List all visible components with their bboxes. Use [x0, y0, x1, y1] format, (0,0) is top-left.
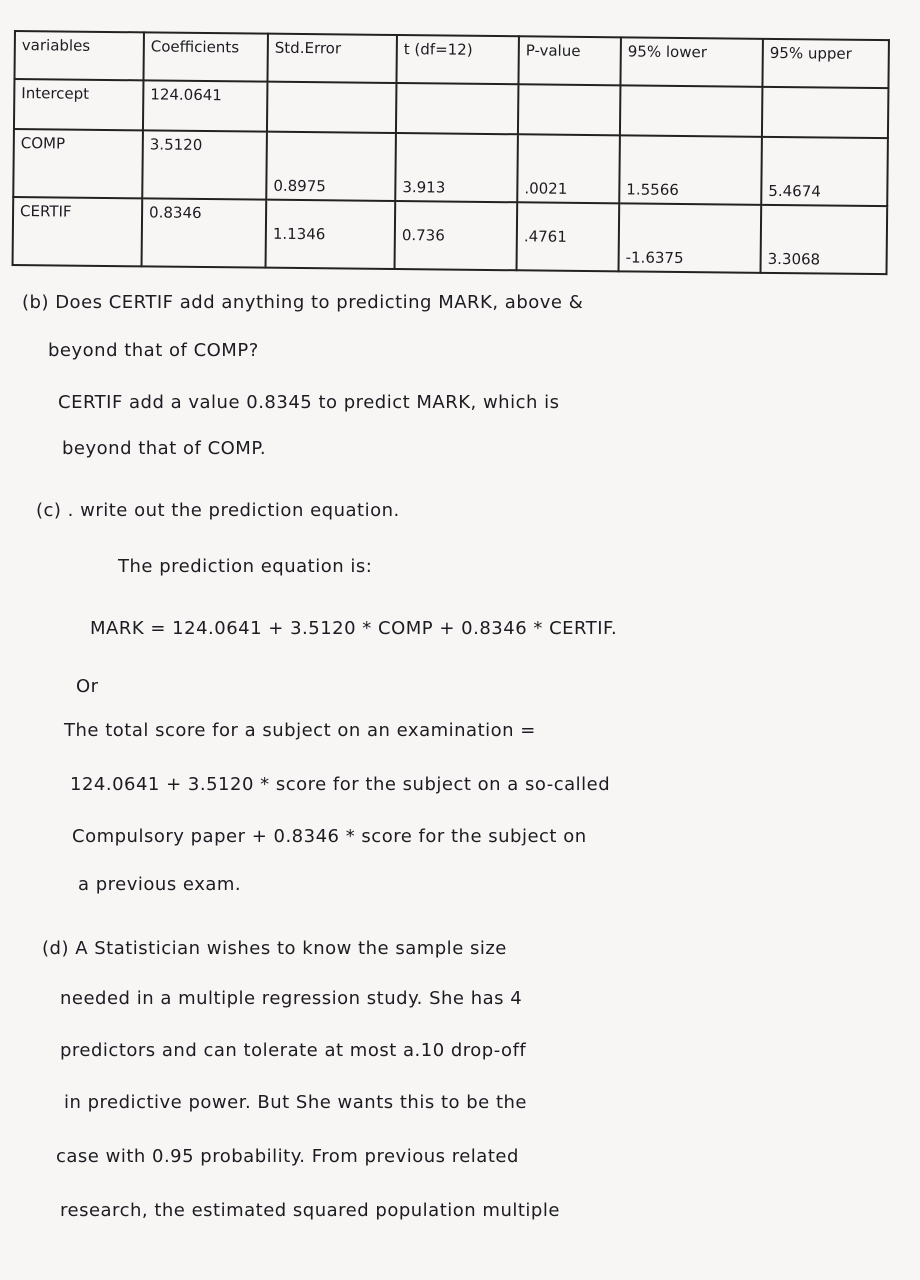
question-d-3: predictors and can tolerate at most a.10 drop-off [60, 1040, 527, 1061]
cell: 5.4674 [761, 137, 888, 206]
cell [267, 82, 397, 133]
header-cell: 95% upper [762, 39, 888, 88]
equation-words-2: 124.0641 + 3.5120 * score for the subject on a so-called [70, 774, 611, 795]
question-d-6: research, the estimated squared population multiple [60, 1200, 560, 1221]
question-b: (b) Does CERTIF add anything to predicting MARK, above & [22, 292, 584, 313]
cell [396, 83, 519, 134]
answer-c-intro: The prediction equation is: [118, 556, 373, 577]
cell: 0.8975 [266, 132, 396, 201]
header-cell: Coefficients [143, 32, 267, 81]
cell: COMP [13, 129, 143, 198]
cell: .0021 [517, 134, 620, 203]
table-row [13, 129, 888, 206]
header-cell: P-value [518, 36, 620, 85]
cell: 0.8346 [142, 198, 267, 267]
cell: Intercept [14, 79, 144, 130]
answer-b: CERTIF add a value 0.8345 to predict MARK, which is [58, 392, 560, 413]
answer-b-cont: beyond that of COMP. [62, 438, 267, 459]
cell: 3.3068 [760, 205, 887, 274]
cell: CERTIF [13, 197, 143, 266]
header-cell: Std.Error [267, 34, 396, 83]
equation-words-4: a previous exam. [78, 874, 242, 895]
prediction-equation: MARK = 124.0641 + 3.5120 * COMP + 0.8346 * CERTIF. [90, 618, 618, 639]
cell: 3.5120 [142, 130, 267, 199]
question-c: (c) . write out the prediction equation. [36, 500, 400, 521]
equation-words-1: The total score for a subject on an examination = [64, 720, 536, 741]
question-d-4: in predictive power. But She wants this to be the [64, 1092, 527, 1113]
header-cell: t (df=12) [396, 35, 518, 84]
question-d-1: (d) A Statistician wishes to know the sample size [42, 938, 507, 959]
table-row [14, 79, 888, 138]
cell [620, 85, 763, 136]
cell: 1.1346 [266, 200, 396, 269]
header-cell: variables [14, 31, 143, 80]
header-cell: 95% lower [620, 37, 762, 86]
cell: 0.736 [395, 201, 518, 270]
equation-words-3: Compulsory paper + 0.8346 * score for the subject on [72, 826, 587, 847]
cell: 3.913 [395, 133, 518, 202]
cell: .4761 [517, 202, 620, 271]
regression-table [12, 30, 890, 275]
cell: 1.5566 [619, 135, 762, 204]
cell [762, 87, 889, 138]
or-label: Or [76, 676, 99, 697]
cell [518, 84, 621, 135]
cell: -1.6375 [619, 203, 762, 272]
table-row [13, 197, 888, 274]
question-d-2: needed in a multiple regression study. She has 4 [60, 988, 523, 1009]
cell: 124.0641 [143, 80, 268, 131]
question-d-5: case with 0.95 probability. From previous related [56, 1146, 519, 1167]
question-b-cont: beyond that of COMP? [48, 340, 259, 361]
